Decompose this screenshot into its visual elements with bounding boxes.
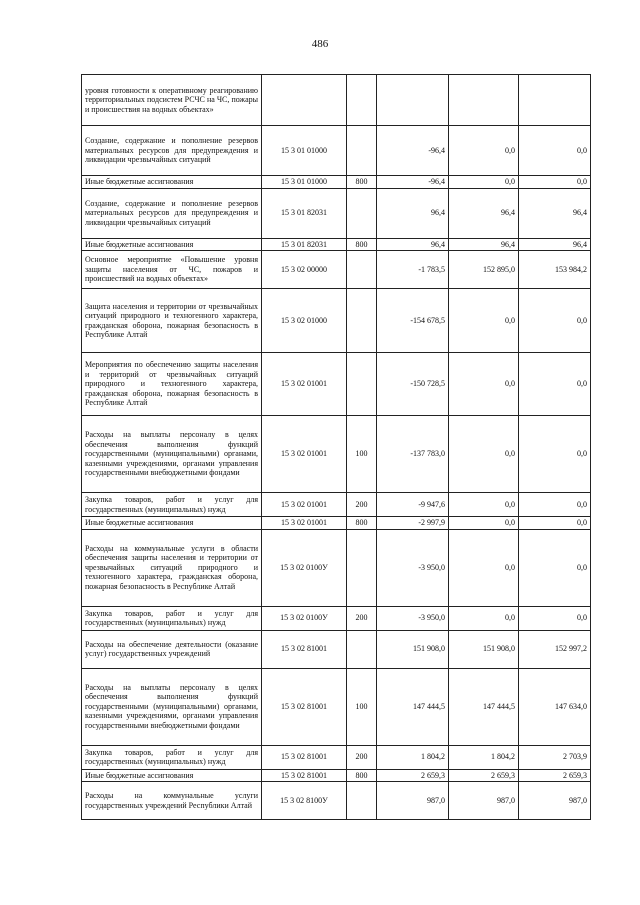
expense-type-cell xyxy=(347,353,377,416)
row-name-cell: Иные бюджетные ассигнования xyxy=(82,517,262,530)
amount-1-cell: -2 997,9 xyxy=(377,517,449,530)
amount-2-cell: 0,0 xyxy=(449,493,519,517)
expense-type-cell: 800 xyxy=(347,517,377,530)
amount-3-cell: 152 997,2 xyxy=(519,630,591,668)
row-name-cell: Создание, содержание и пополнение резервов материальных ресурсов для предупреждения и ликвидации чрезвычайных ситуаций xyxy=(82,126,262,176)
amount-1-cell: -150 728,5 xyxy=(377,353,449,416)
amount-3-cell: 2 659,3 xyxy=(519,769,591,782)
expense-type-cell: 100 xyxy=(347,416,377,493)
target-code-cell xyxy=(262,75,347,126)
table-row xyxy=(82,493,591,517)
amount-2-cell: 0,0 xyxy=(449,126,519,176)
row-name-cell: уровня готовности к оперативному реагированию территориальных подсистем РСЧС на ЧС, пожары и происшествия на водных объектах» xyxy=(82,75,262,126)
amount-3-cell: 0,0 xyxy=(519,517,591,530)
row-name-cell: Расходы на выплаты персоналу в целях обеспечения выполнения функций государственными (муниципальными) органами, казенными учреждениями, органами управления государственными внебюджетными фондами xyxy=(82,416,262,493)
row-name-cell: Создание, содержание и пополнение резервов материальных ресурсов для предупреждения и ликвидации чрезвычайных ситуаций xyxy=(82,188,262,238)
amount-3-cell: 0,0 xyxy=(519,493,591,517)
amount-2-cell: 0,0 xyxy=(449,517,519,530)
amount-1-cell xyxy=(377,75,449,126)
table-row xyxy=(82,745,591,769)
expense-type-cell xyxy=(347,782,377,820)
expense-type-cell: 200 xyxy=(347,745,377,769)
table-row xyxy=(82,251,591,289)
amount-2-cell: 0,0 xyxy=(449,606,519,630)
amount-3-cell: 2 703,9 xyxy=(519,745,591,769)
table-row xyxy=(82,606,591,630)
amount-3-cell: 0,0 xyxy=(519,529,591,606)
amount-3-cell: 0,0 xyxy=(519,126,591,176)
target-code-cell: 15 3 01 01000 xyxy=(262,126,347,176)
amount-1-cell: -137 783,0 xyxy=(377,416,449,493)
expense-type-cell: 100 xyxy=(347,668,377,745)
expense-type-cell: 800 xyxy=(347,769,377,782)
amount-3-cell: 0,0 xyxy=(519,289,591,353)
target-code-cell: 15 3 02 81001 xyxy=(262,745,347,769)
table-row xyxy=(82,630,591,668)
table-row xyxy=(82,517,591,530)
amount-1-cell: 96,4 xyxy=(377,188,449,238)
table-row xyxy=(82,126,591,176)
amount-1-cell: -3 950,0 xyxy=(377,529,449,606)
expense-type-cell xyxy=(347,529,377,606)
amount-2-cell: 151 908,0 xyxy=(449,630,519,668)
target-code-cell: 15 3 02 0100У xyxy=(262,606,347,630)
expense-type-cell: 800 xyxy=(347,176,377,189)
amount-2-cell: 0,0 xyxy=(449,416,519,493)
amount-1-cell: -96,4 xyxy=(377,126,449,176)
row-name-cell: Закупка товаров, работ и услуг для государственных (муниципальных) нужд xyxy=(82,606,262,630)
amount-3-cell: 0,0 xyxy=(519,606,591,630)
row-name-cell: Расходы на коммунальные услуги в области обеспечения защиты населения и территории от чрезвычайных ситуаций природного и техногенного характера, гражданская оборона, пожарная безопасность в Республике Алтай xyxy=(82,529,262,606)
target-code-cell: 15 3 02 81001 xyxy=(262,668,347,745)
amount-2-cell: 152 895,0 xyxy=(449,251,519,289)
expense-type-cell xyxy=(347,251,377,289)
amount-3-cell: 96,4 xyxy=(519,238,591,251)
target-code-cell: 15 3 01 82031 xyxy=(262,188,347,238)
amount-1-cell: 96,4 xyxy=(377,238,449,251)
amount-2-cell: 0,0 xyxy=(449,529,519,606)
row-name-cell: Иные бюджетные ассигнования xyxy=(82,238,262,251)
expense-type-cell: 200 xyxy=(347,606,377,630)
table-row xyxy=(82,176,591,189)
row-name-cell: Защита населения и территории от чрезвычайных ситуаций природного и техногенного характера, гражданская оборона, пожарная безопасность в Республике Алтай xyxy=(82,289,262,353)
amount-3-cell: 147 634,0 xyxy=(519,668,591,745)
amount-3-cell: 987,0 xyxy=(519,782,591,820)
amount-3-cell: 153 984,2 xyxy=(519,251,591,289)
table-body xyxy=(82,75,591,820)
amount-1-cell: 147 444,5 xyxy=(377,668,449,745)
table-row xyxy=(82,75,591,126)
table-row xyxy=(82,353,591,416)
expense-type-cell: 200 xyxy=(347,493,377,517)
table-row xyxy=(82,238,591,251)
table-row xyxy=(82,668,591,745)
row-name-cell: Иные бюджетные ассигнования xyxy=(82,769,262,782)
target-code-cell: 15 3 02 00000 xyxy=(262,251,347,289)
target-code-cell: 15 3 01 82031 xyxy=(262,238,347,251)
target-code-cell: 15 3 02 01000 xyxy=(262,289,347,353)
table-row xyxy=(82,416,591,493)
target-code-cell: 15 3 02 01001 xyxy=(262,416,347,493)
amount-1-cell: 151 908,0 xyxy=(377,630,449,668)
budget-table xyxy=(81,74,591,820)
amount-3-cell: 0,0 xyxy=(519,353,591,416)
amount-2-cell: 1 804,2 xyxy=(449,745,519,769)
target-code-cell: 15 3 02 01001 xyxy=(262,353,347,416)
amount-1-cell: -154 678,5 xyxy=(377,289,449,353)
amount-1-cell: 2 659,3 xyxy=(377,769,449,782)
row-name-cell: Основное мероприятие «Повышение уровня защиты населения от ЧС, пожаров и происшествий на водных объектах» xyxy=(82,251,262,289)
amount-3-cell: 0,0 xyxy=(519,416,591,493)
amount-2-cell: 0,0 xyxy=(449,176,519,189)
row-name-cell: Иные бюджетные ассигнования xyxy=(82,176,262,189)
target-code-cell: 15 3 01 01000 xyxy=(262,176,347,189)
row-name-cell: Расходы на коммунальные услуги государственных учреждений Республики Алтай xyxy=(82,782,262,820)
amount-2-cell: 96,4 xyxy=(449,238,519,251)
target-code-cell: 15 3 02 81001 xyxy=(262,769,347,782)
page-number: 486 xyxy=(311,38,329,50)
expense-type-cell xyxy=(347,188,377,238)
expense-type-cell: 800 xyxy=(347,238,377,251)
row-name-cell: Мероприятия по обеспечению защиты населения и территорий от чрезвычайных ситуаций природного и техногенного характера, гражданская оборона, пожарная безопасность в Республике Алтай xyxy=(82,353,262,416)
expense-type-cell xyxy=(347,630,377,668)
target-code-cell: 15 3 02 0100У xyxy=(262,529,347,606)
amount-1-cell: 1 804,2 xyxy=(377,745,449,769)
amount-1-cell: -1 783,5 xyxy=(377,251,449,289)
amount-1-cell: -3 950,0 xyxy=(377,606,449,630)
row-name-cell: Закупка товаров, работ и услуг для государственных (муниципальных) нужд xyxy=(82,493,262,517)
amount-3-cell: 0,0 xyxy=(519,176,591,189)
row-name-cell: Расходы на выплаты персоналу в целях обеспечения выполнения функций государственными (муниципальными) органами, казенными учреждениями, органами управления государственными внебюджетными фондами xyxy=(82,668,262,745)
amount-3-cell: 96,4 xyxy=(519,188,591,238)
amount-2-cell: 147 444,5 xyxy=(449,668,519,745)
table-row xyxy=(82,769,591,782)
target-code-cell: 15 3 02 81001 xyxy=(262,630,347,668)
amount-1-cell: -96,4 xyxy=(377,176,449,189)
row-name-cell: Расходы на обеспечение деятельности (оказание услуг) государственных учреждений xyxy=(82,630,262,668)
target-code-cell: 15 3 02 01001 xyxy=(262,493,347,517)
table-row xyxy=(82,188,591,238)
table-row xyxy=(82,529,591,606)
table-row xyxy=(82,289,591,353)
expense-type-cell xyxy=(347,75,377,126)
expense-type-cell xyxy=(347,126,377,176)
row-name-cell: Закупка товаров, работ и услуг для государственных (муниципальных) нужд xyxy=(82,745,262,769)
amount-2-cell: 0,0 xyxy=(449,289,519,353)
amount-3-cell xyxy=(519,75,591,126)
amount-2-cell: 0,0 xyxy=(449,353,519,416)
amount-2-cell: 96,4 xyxy=(449,188,519,238)
amount-2-cell: 987,0 xyxy=(449,782,519,820)
amount-2-cell xyxy=(449,75,519,126)
amount-2-cell: 2 659,3 xyxy=(449,769,519,782)
table-row xyxy=(82,782,591,820)
target-code-cell: 15 3 02 01001 xyxy=(262,517,347,530)
target-code-cell: 15 3 02 8100У xyxy=(262,782,347,820)
expense-type-cell xyxy=(347,289,377,353)
amount-1-cell: 987,0 xyxy=(377,782,449,820)
amount-1-cell: -9 947,6 xyxy=(377,493,449,517)
